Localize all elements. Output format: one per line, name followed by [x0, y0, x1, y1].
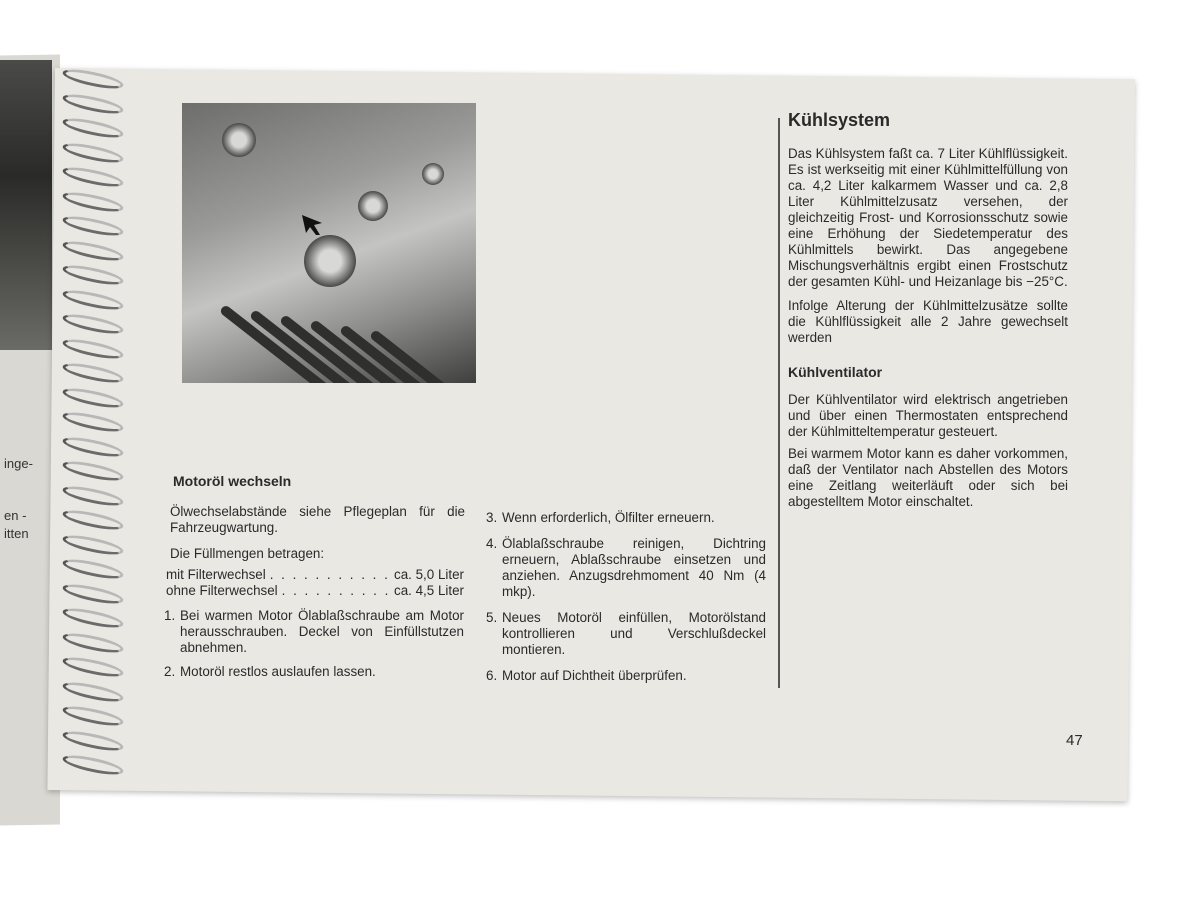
arrow-icon: [300, 213, 324, 237]
kuehlventilator-heading: Kühlventilator: [788, 364, 883, 380]
spiral-coil: [61, 286, 125, 313]
kuehlsystem-heading: Kühlsystem: [788, 110, 891, 130]
spiral-coil: [61, 164, 125, 191]
oil-pan-drain-plug-photo: [182, 103, 476, 383]
spiral-coil: [61, 188, 125, 215]
fill-row: ohne Filterwechsel . . . . . . . . . . ca. 4,5 Liter: [166, 583, 464, 598]
fill-quantities-label: Die Füllmengen betragen:: [170, 546, 325, 561]
spiral-coil: [61, 507, 125, 534]
bolt-icon: [358, 191, 388, 221]
left-page-fragment: inge-: [4, 456, 33, 471]
left-page-fragment: en -: [4, 508, 27, 523]
list-item: 6. Motor auf Dichtheit überprüfen.: [486, 668, 687, 683]
fill-row-value: ca. 5,0 Liter: [394, 567, 464, 582]
left-page-fragment: itten: [4, 526, 29, 541]
spiral-coil: [61, 115, 125, 142]
kuehlsystem-paragraph: Das Kühlsystem faßt ca. 7 Liter Kühlflüssigkeit. Es ist werkseitig mit einer Kühlmittelfüllung von ca. 4,2 Liter kalkarmem Wasser und ca. 2,8 Liter Kühlmittelzusatz versehen, der gleichzeitig Frost- und Korrosionsschutz sowie eine Erhöhung der Siedetemperatur des Kühlmittels bewirkt. Das angegebene Mischungsverhältnis ergibt einen Frostschutz der gesamten Kühl- und Heizanlage bis −25°C.: [788, 146, 1068, 289]
list-item: 3. Wenn erforderlich, Ölfilter erneuern.: [486, 510, 715, 525]
bolt-icon: [422, 163, 444, 185]
spiral-coil: [61, 262, 125, 289]
spiral-coil: [61, 213, 125, 240]
spiral-coil: [61, 433, 125, 460]
spiral-coil: [61, 360, 125, 387]
spiral-coil: [61, 605, 125, 632]
previous-page-photo: [0, 60, 52, 350]
fill-row-label: ohne Filterwechsel: [166, 583, 278, 598]
spiral-coil: [61, 90, 125, 117]
steps-right: [486, 510, 766, 684]
fill-quantities-table: [166, 567, 464, 599]
column-divider: [778, 118, 780, 688]
fill-row: mit Filterwechsel . . . . . . . . . . . ca. 5,0 Liter: [166, 567, 464, 582]
spiral-coil: [61, 482, 125, 509]
bolt-icon: [222, 123, 256, 157]
spiral-coil: [61, 629, 125, 656]
kuehlsystem-paragraph: Infolge Alterung der Kühlmittelzusätze sollte die Kühlflüssigkeit alle 2 Jahre gewechselt werden: [788, 298, 1068, 345]
spiral-coil: [61, 703, 125, 730]
list-item: 2. Motoröl restlos auslaufen lassen.: [164, 664, 376, 679]
spiral-coil: [61, 752, 125, 779]
kuehlventilator-paragraph: Bei warmem Motor kann es daher vorkommen, daß der Ventilator nach Abstellen des Motors eine Zeitlang weiterläuft oder sich bei abgestelltem Motor einschaltet.: [788, 446, 1068, 509]
page-number: 47: [1066, 732, 1083, 749]
steps-left: [164, 608, 464, 680]
spiral-binding: [62, 72, 132, 792]
spiral-coil: [61, 311, 125, 338]
spiral-coil: [61, 384, 125, 411]
spiral-coil: [61, 409, 125, 436]
drain-plug-icon: [304, 235, 356, 287]
fill-row-label: mit Filterwechsel: [166, 567, 266, 582]
spiral-coil: [61, 458, 125, 485]
spiral-coil: [61, 556, 125, 583]
list-item: 4. Ölablaßschraube reinigen, Dichtring erneuern, Ablaßschraube einsetzen und anziehen. Anzugsdrehmoment 40 Nm (4 mkp).: [486, 536, 766, 599]
list-item: 5. Neues Motoröl einfüllen, Motorölstand kontrollieren und Verschlußdeckel montieren.: [486, 610, 766, 657]
spiral-coil: [61, 335, 125, 362]
spiral-coil: [61, 727, 125, 754]
spiral-coil: [61, 237, 125, 264]
kuehlsystem-section: [788, 112, 1068, 510]
motoroel-heading: Motoröl wechseln: [173, 473, 292, 489]
kuehlventilator-paragraph: Der Kühlventilator wird elektrisch angetrieben und über einen Thermostaten entsprechend der Kühlmitteltemperatur gesteuert.: [788, 392, 1068, 439]
spiral-coil: [61, 654, 125, 681]
spiral-coil: [61, 580, 125, 607]
motoroel-section: [173, 473, 465, 489]
motoroel-intro: Ölwechselabstände siehe Pflegeplan für die Fahrzeugwartung.: [170, 504, 465, 535]
spiral-coil: [61, 678, 125, 705]
spiral-coil: [61, 531, 125, 558]
list-item: 1. Bei warmen Motor Ölablaßschraube am Motor herausschrauben. Deckel von Einfüllstutzen abnehmen.: [164, 608, 464, 655]
spiral-coil: [61, 139, 125, 166]
fill-row-value: ca. 4,5 Liter: [394, 583, 464, 598]
